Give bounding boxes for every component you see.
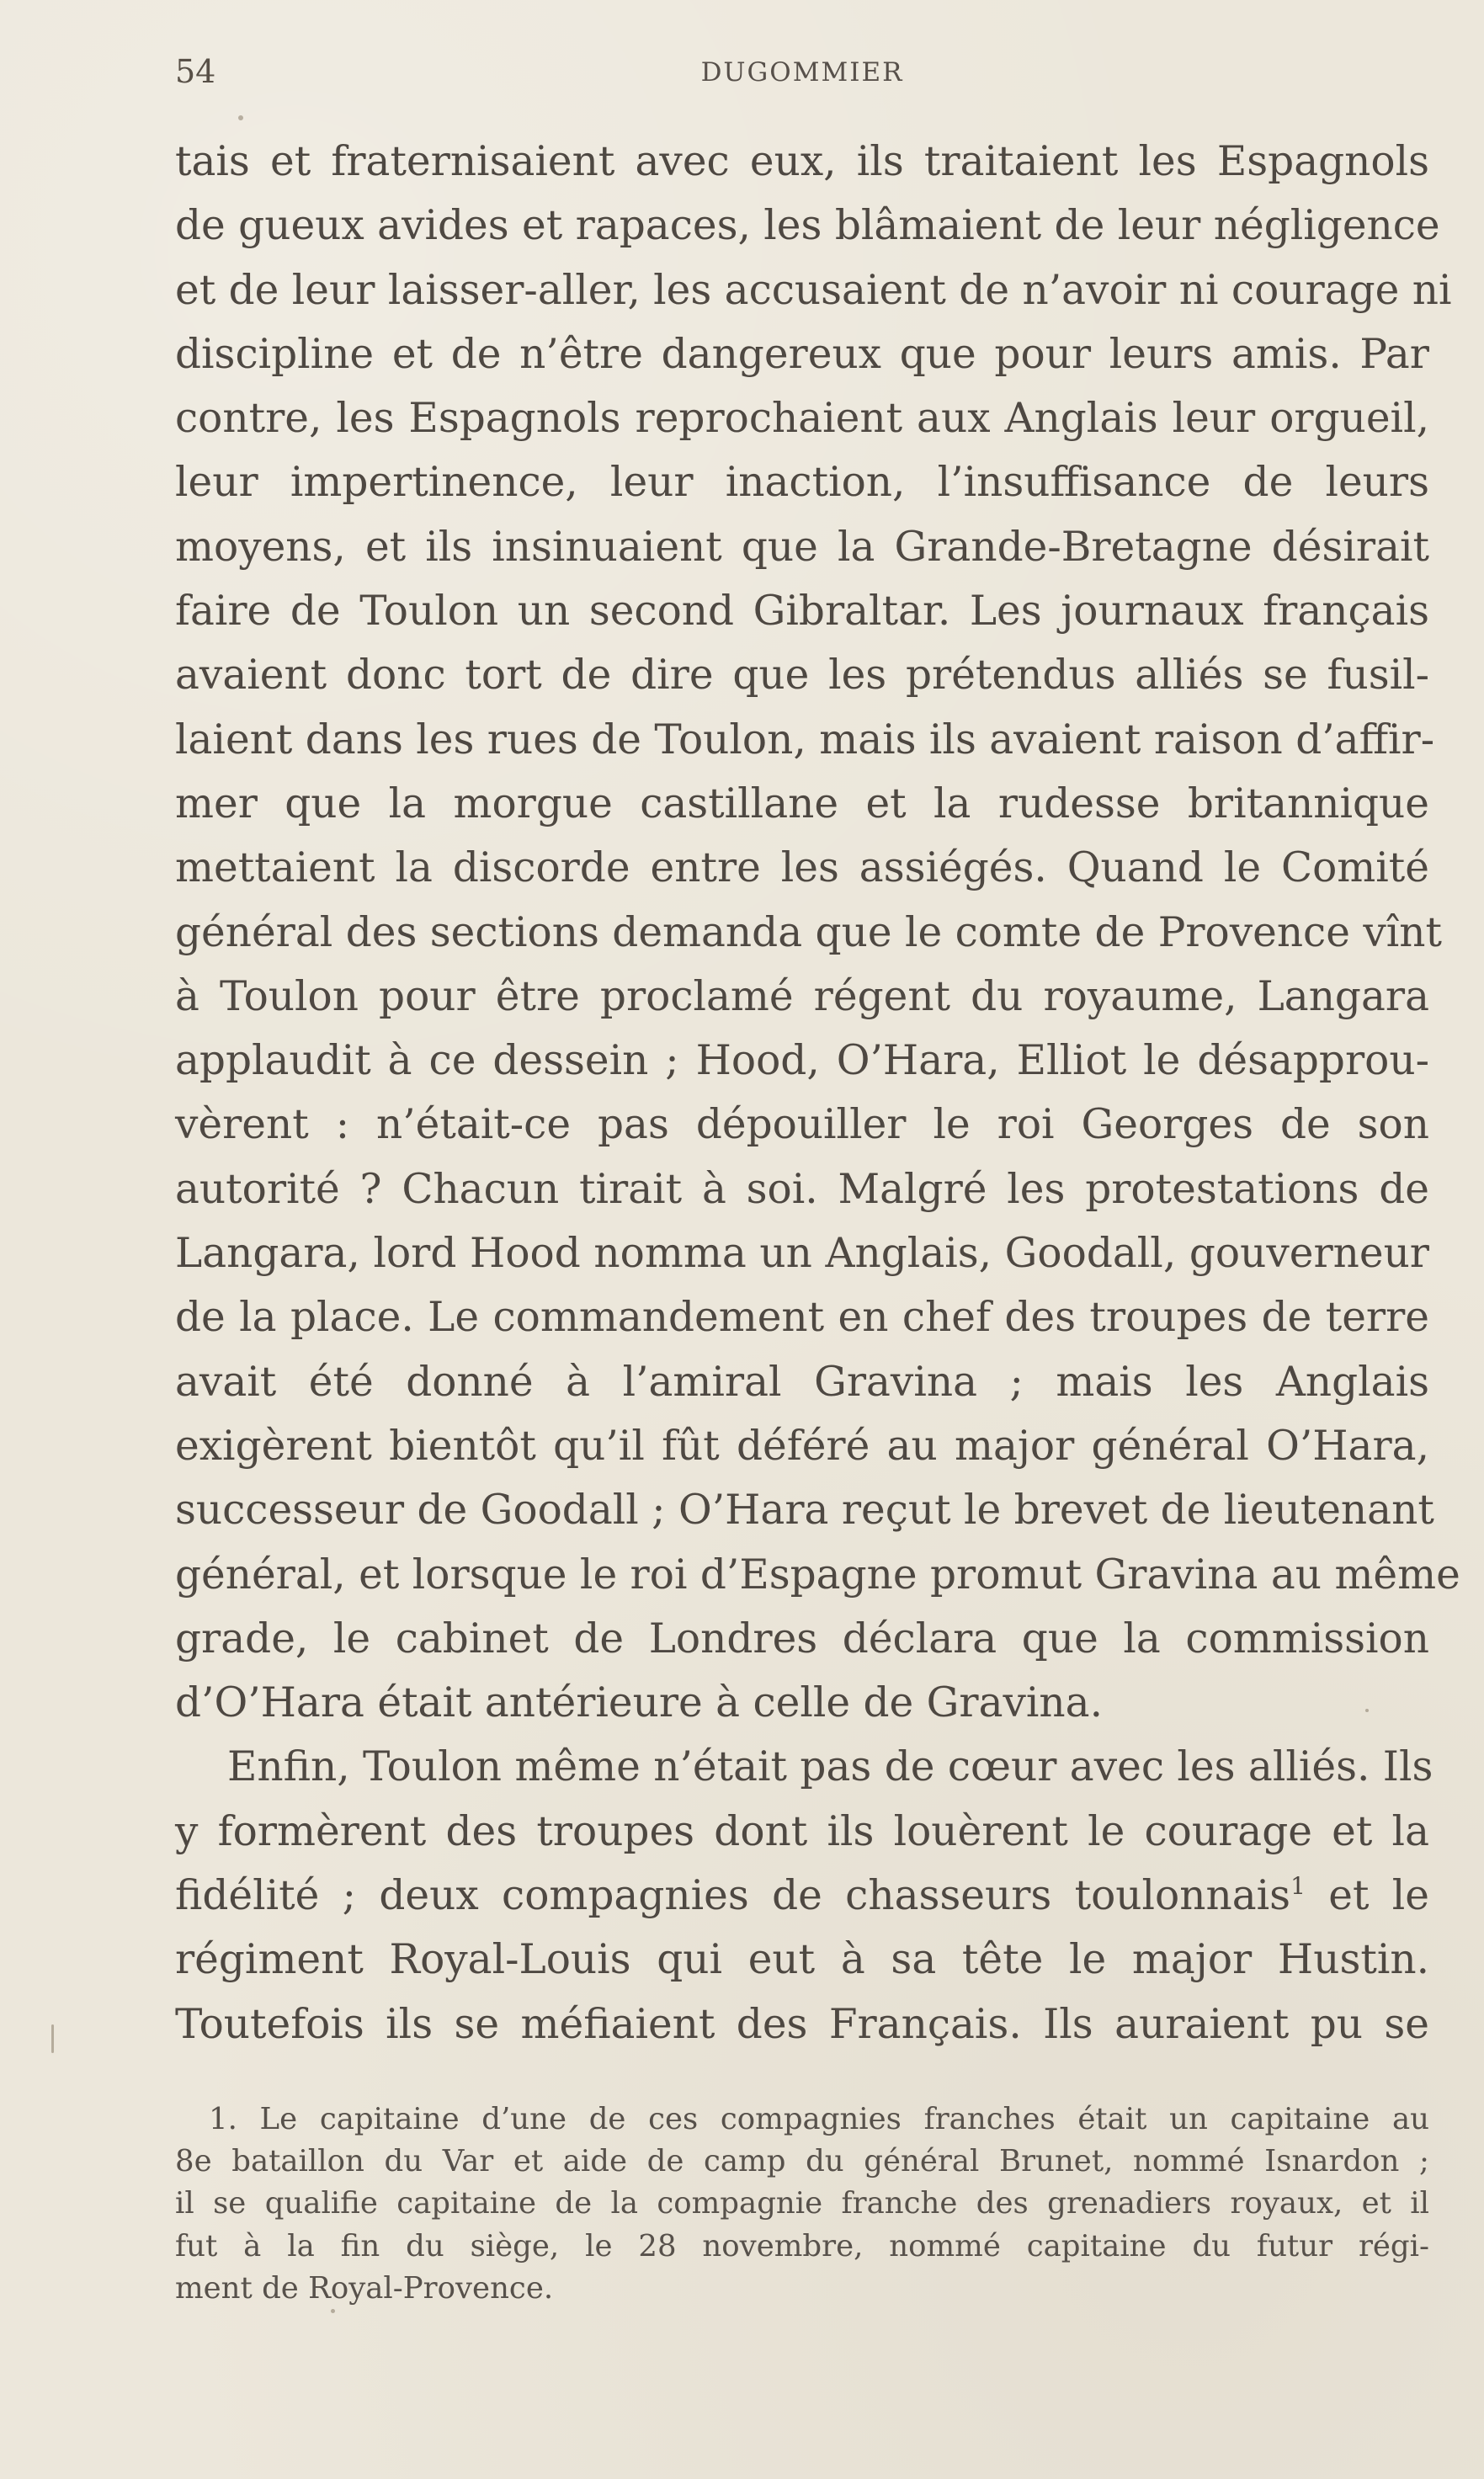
text-line: y formèrent des troupes dont ils louèrent le courage et la xyxy=(175,1807,1429,1855)
text-line: tais et fraternisaient avec eux, ils traitaient les Espagnols xyxy=(175,138,1429,185)
text-line: successeur de Goodall ; O’Hara reçut le brevet de lieutenant xyxy=(175,1487,1434,1535)
page-number: 54 xyxy=(175,53,216,90)
text-line-with-footnote xyxy=(175,1864,1429,1928)
text-line: Toutefois ils se méfiaient des Français. Ils auraient pu se xyxy=(175,2000,1429,2048)
page-header xyxy=(175,53,1429,98)
paper-speck xyxy=(51,2024,54,2053)
text-line: autorité ? Chacun tirait à soi. Malgré les protestations de xyxy=(175,1165,1429,1213)
main-text xyxy=(175,130,1460,2056)
text-line: vèrent : n’était-ce pas dépouiller le roi Georges de son xyxy=(175,1101,1429,1149)
text-line: leur impertinence, leur inaction, l’insuffisance de leurs xyxy=(175,459,1429,507)
text-line: laient dans les rues de Toulon, mais ils avaient raison d’affir- xyxy=(175,716,1435,763)
text-line: de la place. Le commandement en chef des troupes de terre xyxy=(175,1294,1429,1342)
text-line: mettaient la discorde entre les assiégés. Quand le Comité xyxy=(175,844,1429,892)
paragraph-start-line: Enfin, Toulon même n’était pas de cœur avec les alliés. Ils xyxy=(227,1743,1433,1791)
footnote-reference: 1 xyxy=(1290,1872,1306,1901)
text-line: avaient donc tort de dire que les prétendus alliés se fusil- xyxy=(175,652,1429,700)
paper-speck xyxy=(1365,1709,1369,1712)
footnote-line: il se qualifie capitaine de la compagnie franche des grenadiers royaux, et il xyxy=(175,2186,1429,2221)
text-line: contre, les Espagnols reprochaient aux Anglais leur orgueil, xyxy=(175,395,1429,443)
text-line: de gueux avides et rapaces, les blâmaient de leur négligence xyxy=(175,202,1440,250)
text-line: régiment Royal-Louis qui eut à sa tête le major Hustin. xyxy=(175,1936,1429,1984)
paper-speck xyxy=(331,2309,335,2313)
footnote-line: 1. Le capitaine d’une de ces compagnies franches était un capitaine au xyxy=(209,2102,1429,2136)
text-line: discipline et de n’être dangereux que pour leurs amis. Par xyxy=(175,330,1429,378)
text-line: général des sections demanda que le comte de Provence vînt xyxy=(175,908,1442,956)
running-title: DUGOMMIER xyxy=(700,57,904,88)
text-line: à Toulon pour être proclamé régent du royaume, Langara xyxy=(175,972,1429,1020)
text-line: Langara, lord Hood nomma un Anglais, Goodall, gouverneur xyxy=(175,1230,1429,1278)
text-line: applaudit à ce dessein ; Hood, O’Hara, Elliot le désapprou- xyxy=(175,1037,1429,1085)
text-line: avait été donné à l’amiral Gravina ; mais les Anglais xyxy=(175,1358,1429,1406)
footnote-line: ment de Royal-Provence. xyxy=(175,2270,554,2306)
text-segment: fidélité ; deux compagnies de chasseurs toulonnais xyxy=(175,1872,1291,1920)
text-line: mer que la morgue castillane et la rudesse britannique xyxy=(175,779,1429,827)
text-line: grade, le cabinet de Londres déclara que la commission xyxy=(175,1615,1429,1662)
text-segment: et le xyxy=(1328,1872,1430,1920)
text-line: moyens, et ils insinuaient que la Grande-Bretagne désirait xyxy=(175,523,1429,571)
footnote-block xyxy=(175,2099,1429,2310)
text-line: et de leur laisser-aller, les accusaient de n’avoir ni courage ni xyxy=(175,266,1452,314)
footnote-line: fut à la fin du siège, le 28 novembre, nommé capitaine du futur régi- xyxy=(175,2228,1429,2264)
text-line: général, et lorsque le roi d’Espagne promut Gravina au même xyxy=(175,1551,1460,1599)
paragraph-end-line: d’O’Hara était antérieure à celle de Gravina. xyxy=(175,1679,1104,1727)
footnote-line: 8e bataillon du Var et aide de camp du général Brunet, nommé Isnardon ; xyxy=(175,2144,1429,2179)
text-line: faire de Toulon un second Gibraltar. Les journaux français xyxy=(175,588,1429,636)
text-line: exigèrent bientôt qu’il fût déféré au major général O’Hara, xyxy=(175,1422,1429,1470)
paper-speck xyxy=(238,115,243,120)
